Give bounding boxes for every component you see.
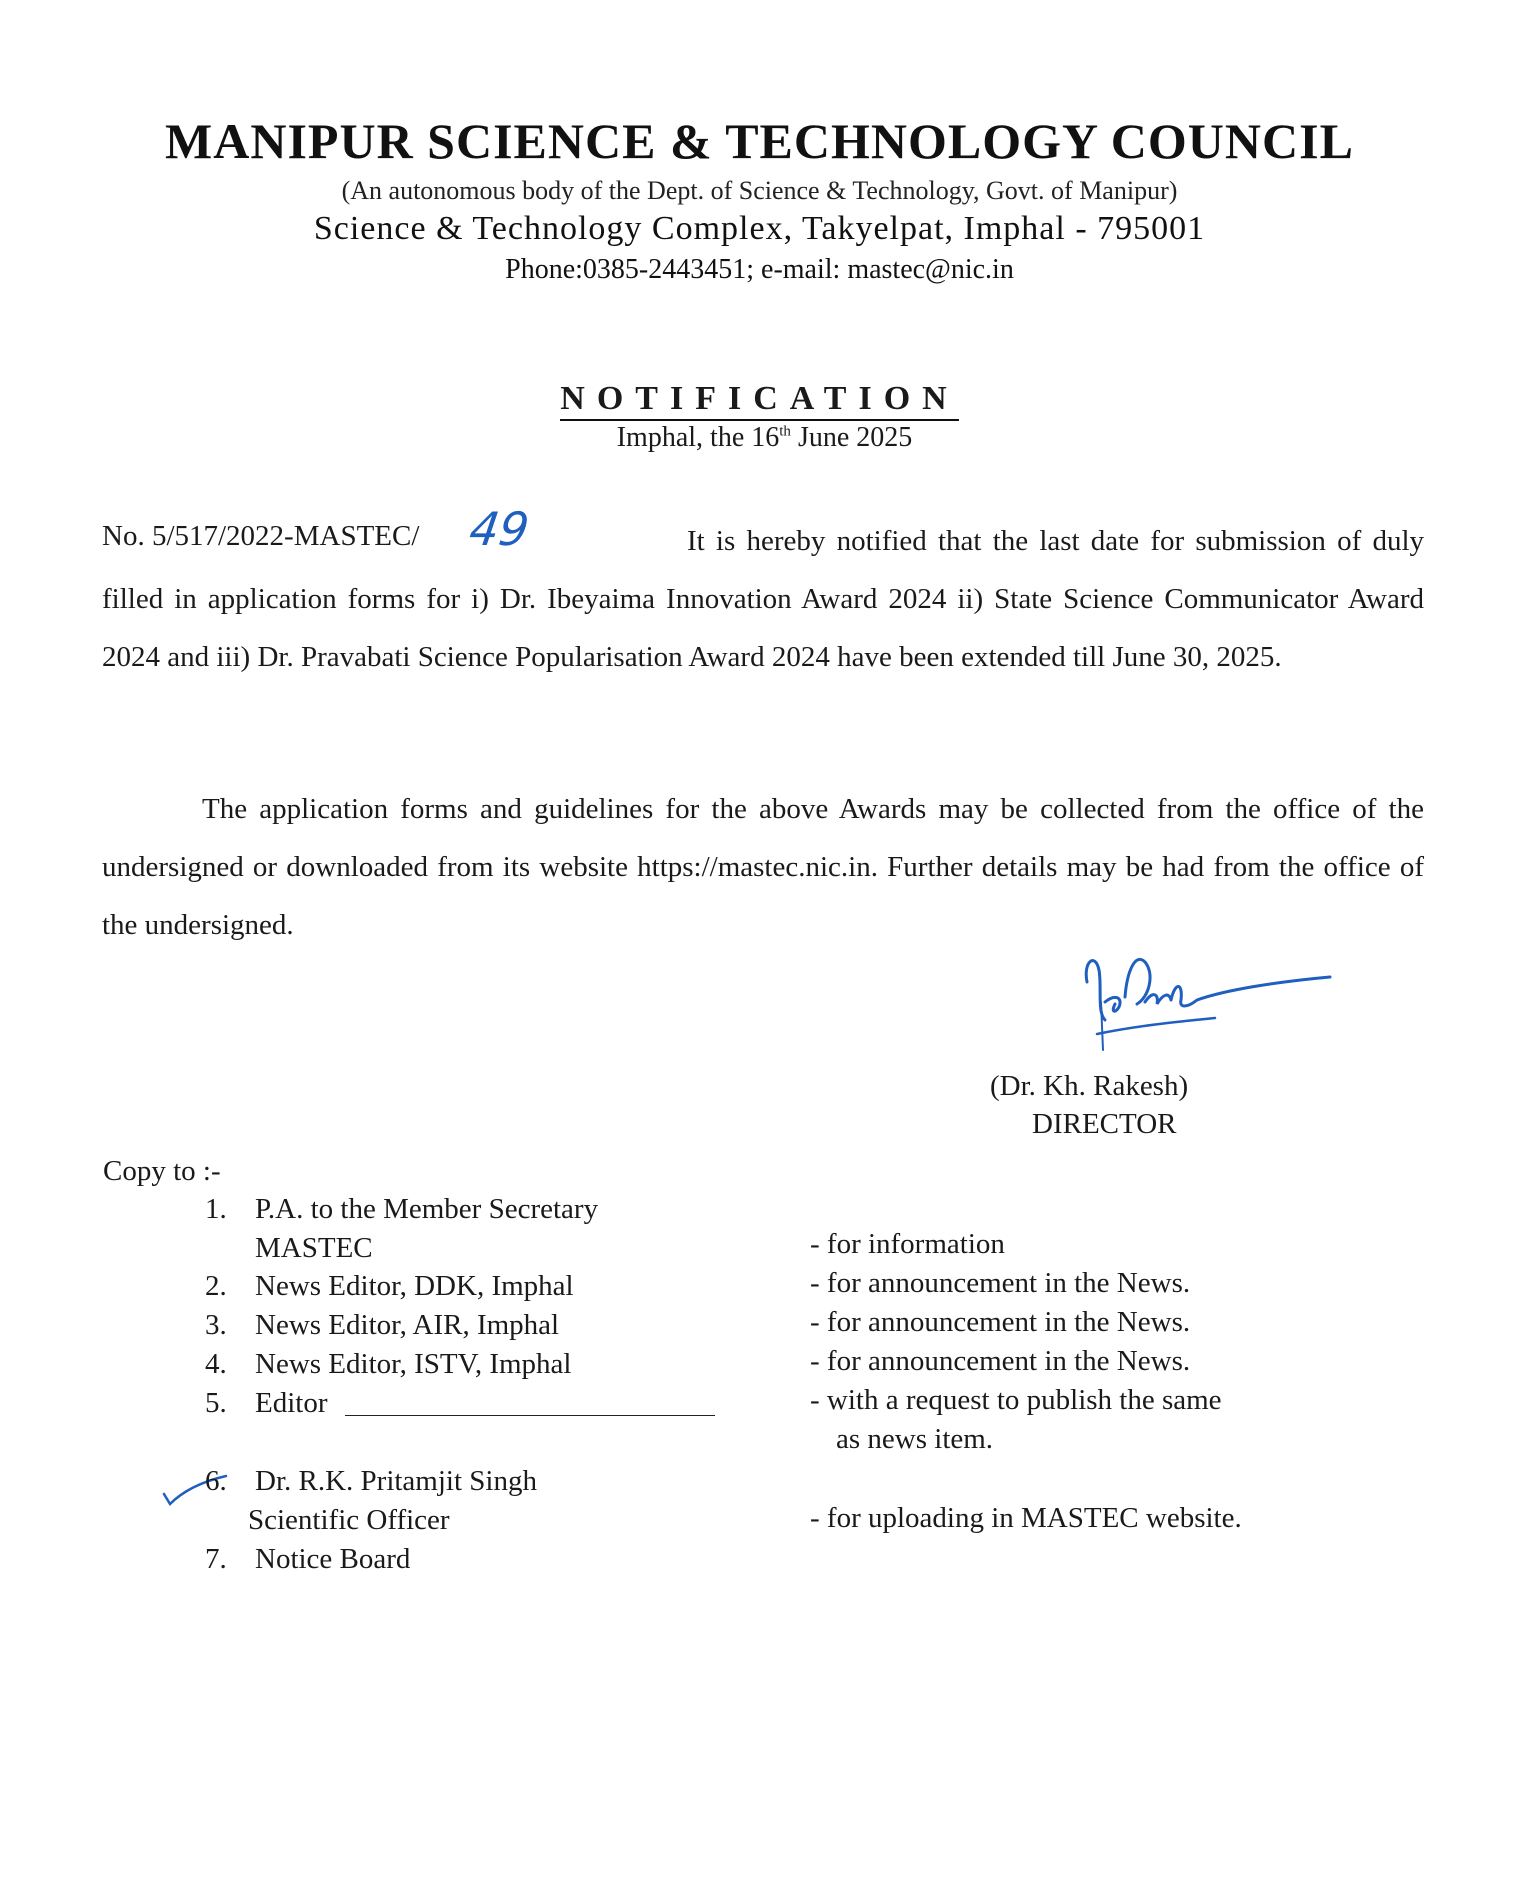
copy-item-number: 4. xyxy=(205,1348,227,1380)
copy-item-purpose: - for announcement in the News. xyxy=(810,1306,1191,1338)
signature-mark xyxy=(1075,942,1335,1052)
editor-blank-line xyxy=(345,1415,715,1416)
copy-item-number: 7. xyxy=(205,1543,227,1575)
org-name: MANIPUR SCIENCE & TECHNOLOGY COUNCIL xyxy=(165,113,1354,169)
copy-item-number: 2. xyxy=(205,1270,227,1302)
copy-item-purpose: - for announcement in the News. xyxy=(810,1345,1191,1377)
handwritten-ref-number: 49 xyxy=(466,502,533,556)
signatory-name: (Dr. Kh. Rakesh) xyxy=(990,1070,1189,1102)
copy-item-recipient-line2: Scientific Officer xyxy=(248,1504,450,1536)
copy-item-recipient: Dr. R.K. Pritamjit Singh xyxy=(255,1465,537,1497)
copy-item-purpose: - for uploading in MASTEC website. xyxy=(810,1502,1242,1534)
copy-item-recipient: Notice Board xyxy=(255,1543,411,1575)
copy-item-recipient: P.A. to the Member Secretary xyxy=(255,1193,599,1225)
copy-item-recipient: News Editor, DDK, Imphal xyxy=(255,1270,574,1302)
copy-item-number: 1. xyxy=(205,1193,227,1225)
copy-item-recipient: News Editor, ISTV, Imphal xyxy=(255,1348,572,1380)
copy-item-recipient-line2: MASTEC xyxy=(255,1232,373,1264)
copy-item-purpose-line2: as news item. xyxy=(836,1423,994,1455)
date-prefix: Imphal, the 16 xyxy=(616,422,780,453)
copy-item-purpose: - for announcement in the News. xyxy=(810,1267,1191,1299)
copy-item-recipient: News Editor, AIR, Imphal xyxy=(255,1309,560,1341)
notification-title xyxy=(0,380,1519,418)
copy-item-purpose: - with a request to publish the same xyxy=(810,1384,1222,1416)
org-address: Science & Technology Complex, Takyelpat, Imphal - 795001 xyxy=(313,210,1206,247)
date-sup: th xyxy=(779,423,791,440)
copy-item-recipient: Editor xyxy=(255,1387,328,1419)
notification-date xyxy=(0,422,1519,454)
signatory-designation: DIRECTOR xyxy=(1032,1108,1177,1140)
date-suffix: June 2025 xyxy=(790,422,913,453)
copy-item-number: 3. xyxy=(205,1309,227,1341)
copy-to-label: Copy to :- xyxy=(103,1155,221,1187)
copy-item-number: 5. xyxy=(205,1387,227,1419)
org-subtitle: (An autonomous body of the Dept. of Science & Technology, Govt. of Manipur) xyxy=(341,176,1178,205)
paragraph-1: It is hereby notified that the last date for submission of duly filled in application forms for i) Dr. Ibeyaima Innovation Award 2024 ii) State Science Communicator Award 2024 and iii) Dr. Pravabati Science Popularisation Award 2024 have been extended till June 30, 2025. xyxy=(102,525,1424,673)
copy-item-purpose: - for information xyxy=(810,1228,1005,1260)
notification-title-text: NOTIFICATION xyxy=(560,380,958,421)
copy-item-number: 6. xyxy=(205,1465,227,1497)
org-contact: Phone:0385-2443451; e-mail: mastec@nic.in xyxy=(505,254,1014,285)
paragraph-2: The application forms and guidelines for the above Awards may be collected from the office of the undersigned or downloaded from its website https://mastec.nic.in. Further details may be had from the office of the undersigned. xyxy=(102,793,1424,941)
reference-number-text: No. 5/517/2022-MASTEC/ xyxy=(102,520,420,552)
